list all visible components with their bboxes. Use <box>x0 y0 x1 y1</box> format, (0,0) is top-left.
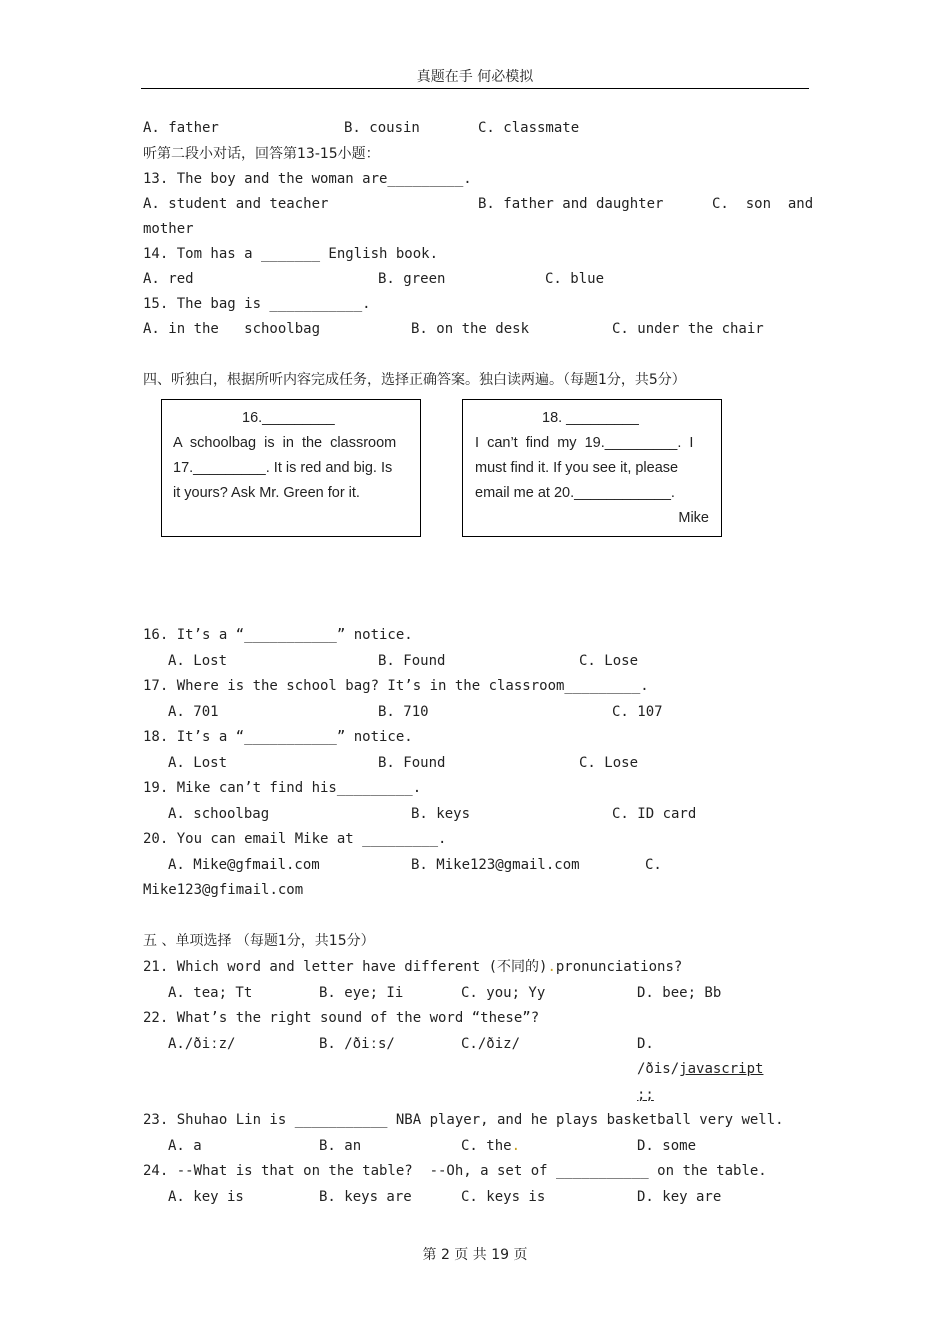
q19-option-a: A. schoolbag <box>168 806 270 822</box>
q15-option-a: A. in the schoolbag <box>143 321 321 337</box>
q18-option-b: B. Found <box>378 755 446 771</box>
notice-box-lost <box>161 399 421 537</box>
q16-stem: 16. It’s a “___________” notice. <box>143 627 413 643</box>
page-header: 真题在手 何必模拟 <box>416 69 534 85</box>
q22-link-tail[interactable]: ;; <box>637 1087 654 1103</box>
q23-option-d: D. some <box>637 1138 697 1154</box>
revision-mark: . <box>511 1138 521 1154</box>
q12-option-c: C. classmate <box>478 120 580 136</box>
section4-title: 四、听独白，根据所听内容完成任务，选择正确答案。独白读两遍。（每题1分，共5分） <box>143 372 686 388</box>
q22-option-a: A./ðiːz/ <box>168 1036 236 1052</box>
q22-option-d-continued <box>637 1060 763 1078</box>
q24-stem: 24. --What is that on the table? --Oh, a set of ___________ on the table. <box>143 1163 767 1179</box>
q17-stem: 17. Where is the school bag? It’s in the classroom_________. <box>143 678 649 694</box>
q13-option-b: B. father and daughter <box>478 196 664 212</box>
q20-option-c-continued <box>143 881 303 899</box>
q21-option-a: A. tea; Tt <box>168 985 253 1001</box>
q16-option-a: A. Lost <box>168 653 228 669</box>
notice-right-line1: I can’t find my 19._________. I <box>475 435 694 451</box>
q22-option-d-text: /ðis/ <box>637 1061 680 1077</box>
q21-stem-part1: 21. Which word and letter have different (不同的) <box>143 959 548 975</box>
q23-option-c-text: C. the <box>461 1138 512 1154</box>
q19-option-c: C. ID card <box>612 806 697 822</box>
notice-box-found <box>462 399 722 537</box>
revision-mark: . <box>547 959 556 975</box>
q19-option-b: B. keys <box>411 806 471 822</box>
notice-left-line1: A schoolbag is in the classroom <box>173 435 397 451</box>
q20-option-c-part1: Mike123@gfim <box>143 882 245 898</box>
q23-stem: 23. Shuhao Lin is ___________ NBA player, and he plays basketball very well. <box>143 1112 784 1128</box>
q22-option-c: C./ðiz/ <box>461 1036 521 1052</box>
q24-option-d: D. key are <box>637 1189 722 1205</box>
q13-option-a: A. student and teacher <box>143 196 329 212</box>
q15-option-b: B. on the desk <box>411 321 530 337</box>
q20-stem: 20. You can email Mike at _________. <box>143 831 447 847</box>
dialogue2-intro: 听第二段小对话，回答第13-15小题： <box>143 146 380 162</box>
q14-option-b: B. green <box>378 271 446 287</box>
q18-option-a: A. Lost <box>168 755 228 771</box>
q20-option-c-part2: ail.com <box>244 882 304 898</box>
q19-stem: 19. Mike can’t find his_________. <box>143 780 422 796</box>
q16-option-c: C. Lose <box>579 653 639 669</box>
q22-option-d: D. <box>637 1036 654 1052</box>
q17-option-a: A. 701 <box>168 704 219 720</box>
header-divider <box>141 88 809 89</box>
section5-title: 五 、单项选择 （每题1分，共15分） <box>143 933 375 949</box>
q23-option-c <box>461 1137 520 1155</box>
q13-option-c-continued: mother <box>143 221 194 237</box>
q13-option-c: C. son and <box>712 196 814 212</box>
q24-option-b: B. keys are <box>319 1189 412 1205</box>
q18-option-c: C. Lose <box>579 755 639 771</box>
q15-option-c: C. under the chair <box>612 321 764 337</box>
q14-option-c: C. blue <box>545 271 605 287</box>
q20-option-c: C. <box>645 857 662 873</box>
q22-option-b: B. /ðiːs/ <box>319 1036 395 1052</box>
q17-option-c: C. 107 <box>612 704 663 720</box>
q23-option-a: A. a <box>168 1138 202 1154</box>
q24-option-a: A. key is <box>168 1189 244 1205</box>
q22-javascript-link[interactable]: javascript <box>679 1061 764 1077</box>
q18-stem: 18. It’s a “___________” notice. <box>143 729 413 745</box>
notice-right-line3: email me at 20.____________. <box>475 485 675 501</box>
notice-left-line2: 17._________. It is red and big. Is <box>173 460 393 476</box>
q21-stem <box>143 958 682 976</box>
q13-stem: 13. The boy and the woman are_________. <box>143 171 472 187</box>
q17-option-b: B. 710 <box>378 704 429 720</box>
notice-right-line2: must find it. If you see it, please <box>475 460 679 476</box>
q21-option-d: D. bee; Bb <box>637 985 722 1001</box>
q22-stem: 22. What’s the right sound of the word “these”? <box>143 1010 540 1026</box>
notice-right-title: 18. _________ <box>542 410 639 426</box>
q16-option-b: B. Found <box>378 653 446 669</box>
q12-option-b: B. cousin <box>344 120 420 136</box>
q20-option-b: B. Mike123@gmail.com <box>411 857 580 873</box>
q21-option-b: B. eye; Ii <box>319 985 404 1001</box>
notice-left-line3: it yours? Ask Mr. Green for it. <box>173 485 360 501</box>
q23-option-b: B. an <box>319 1138 362 1154</box>
q20-option-a: A. Mike@gfmail.com <box>168 857 320 873</box>
q21-stem-part2: pronunciations? <box>555 959 683 975</box>
q12-option-a: A. father <box>143 120 219 136</box>
q24-option-c: C. keys is <box>461 1189 546 1205</box>
q15-stem: 15. The bag is ___________. <box>143 296 371 312</box>
notice-left-title: 16._________ <box>242 410 335 426</box>
notice-right-signature: Mike <box>678 510 709 526</box>
q14-option-a: A. red <box>143 271 194 287</box>
q21-option-c: C. you; Yy <box>461 985 546 1001</box>
page-footer: 第 2 页 共 19 页 <box>422 1247 528 1263</box>
q14-stem: 14. Tom has a _______ English book. <box>143 246 439 262</box>
